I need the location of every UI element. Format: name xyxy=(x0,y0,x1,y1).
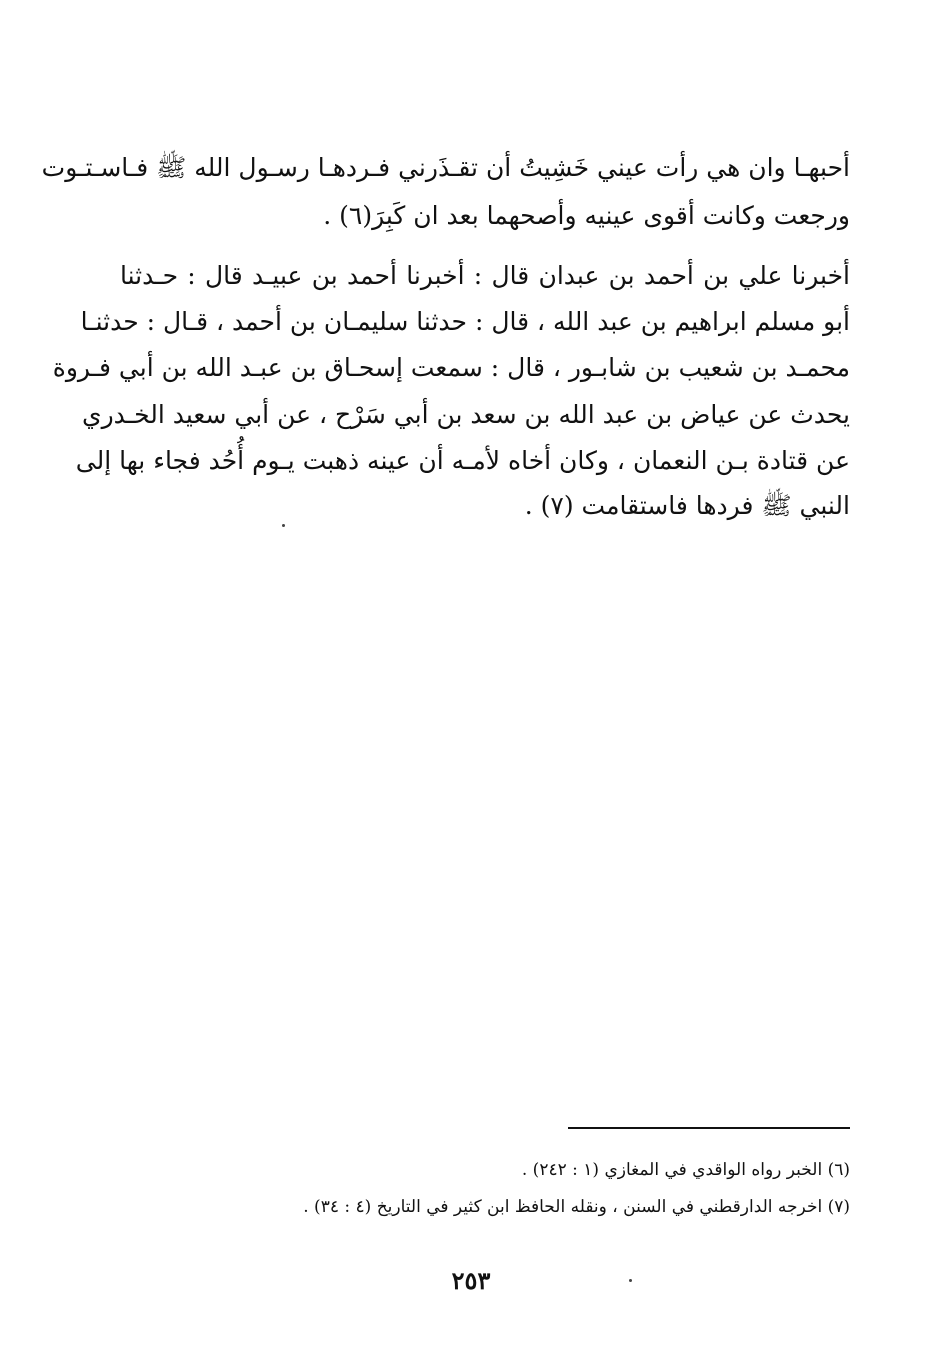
paragraph-2-line-6: النبي ﷺ فردها فاستقامت (٧) . xyxy=(524,491,850,520)
paragraph-1-line-1: أحبهـا وان هي رأت عيني خَشِيتُ أن تقـذَرني فـردهـا رسـول الله ﷺ فـاسـتـوت xyxy=(41,153,850,182)
paragraph-1-line-2: ورجعت وكانت أقوى عينيه وأصحهما بعد ان كَبِرَ(٦) . xyxy=(323,201,850,230)
footnote-7: (٧) اخرجه الدارقطني في السنن ، ونقله الحافظ ابن كثير في التاريخ (٤ : ٣٤) . xyxy=(303,1197,850,1217)
paragraph-2-line-5: عن قتادة بـن النعمان ، وكان أخاه لأمـه أن عينه ذهبت يـوم أُحُد فجاء بها إلى xyxy=(75,446,850,475)
paragraph-2-line-3: محمـد بن شعيب بن شابـور ، قال : سمعت إسحـاق بن عبـد الله بن أبي فـروة xyxy=(52,353,850,382)
scan-speck xyxy=(629,1279,632,1282)
paragraph-2-line-4: يحدث عن عياض بن عبد الله بن سعد بن أبي سَرْح ، عن أبي سعيد الخـدري xyxy=(82,400,850,429)
paragraph-2-line-1: أخبرنا علي بن أحمد بن عبدان قال : أخبرنا أحمد بن عبيـد قال : حـدثنا xyxy=(120,261,850,290)
footnote-6: (٦) الخبر رواه الواقدي في المغازي (١ : ٢٤٢) . xyxy=(521,1160,850,1180)
scan-speck xyxy=(282,524,285,527)
paragraph-2-line-2: أبو مسلم ابراهيم بن عبد الله ، قال : حدثنا سليمـان بن أحمد ، قـال : حدثنـا xyxy=(80,307,850,336)
footnote-separator xyxy=(568,1127,850,1129)
page-number: ٢٥٣ xyxy=(451,1266,491,1295)
